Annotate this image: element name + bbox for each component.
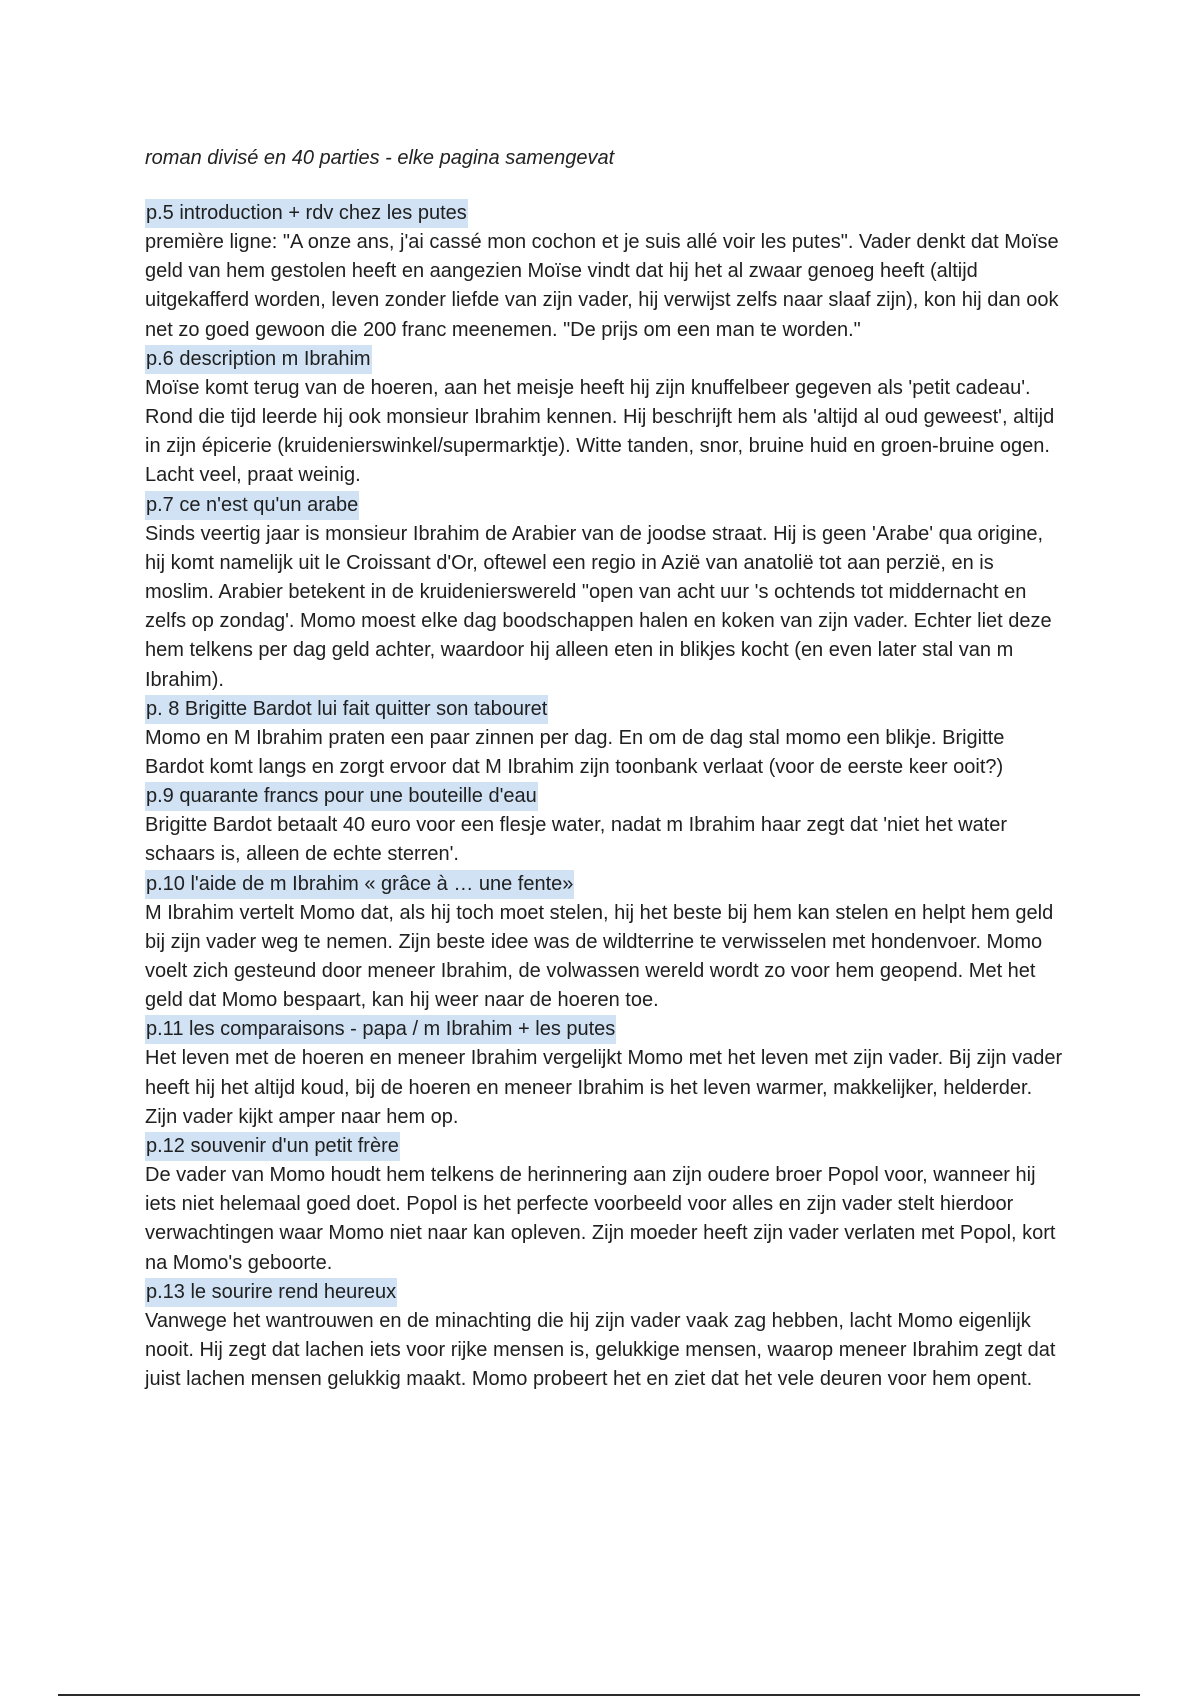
section-body: De vader van Momo houdt hem telkens de herinnering aan zijn oudere broer Popol voor, wanneer hij iets niet helemaal goed doet. Popol is het perfecte voorbeeld voor alles en zijn vader stelt hierdoor verwachtingen waar Momo niet naar kan opleven. Zijn moeder heeft zijn vader verlaten met Popol, kort na Momo's geboorte. xyxy=(145,1164,1056,1274)
section-p11 xyxy=(145,1015,1065,1132)
section-body: Vanwege het wantrouwen en de minachting die hij zijn vader vaak zag hebben, lacht Momo eigenlijk nooit. Hij zegt dat lachen iets voor rijke mensen is, gelukkige mensen, waarop meneer Ibrahim zegt dat juist lachen mensen gelukkig maakt. Momo probeert het en ziet dat het vele deuren voor hem opent. xyxy=(145,1309,1056,1391)
section-body: Sinds veertig jaar is monsieur Ibrahim de Arabier van de joodse straat. Hij is geen 'Arabe' qua origine, hij komt namelijk uit le Croissant d'Or, oftewel een regio in Azië van anatolië tot aan perzië, en is moslim. Arabier betekent in de kruidenierswereld "open van acht uur 's ochtends tot middernacht en zelfs op zondag'. Momo moest elke dag boodschappen halen en koken van zijn vader. Echter liet deze hem telkens per dag geld achter, waardoor hij alleen eten in blikjes kocht (en even later stal van m Ibrahim). xyxy=(145,522,1052,691)
section-body: Momo en M Ibrahim praten een paar zinnen per dag. En om de dag stal momo een blikje. Brigitte Bardot komt langs en zorgt ervoor dat M Ibrahim zijn toonbank verlaat (voor de eerste keer ooit?) xyxy=(145,726,1005,779)
section-heading: p.10 l'aide de m Ibrahim « grâce à … une fente» xyxy=(145,870,574,899)
section-heading: p.12 souvenir d'un petit frère xyxy=(145,1132,400,1161)
section-body: Moïse komt terug van de hoeren, aan het meisje heeft hij zijn knuffelbeer gegeven als 'petit cadeau'. Rond die tijd leerde hij ook monsieur Ibrahim kennen. Hij beschrijft hem als 'altijd al oud geweest', altijd in zijn épicerie (kruidenierswinkel/supermarktje). Witte tanden, snor, bruine huid en groen-bruine ogen. Lacht veel, praat weinig. xyxy=(145,376,1055,487)
section-p6 xyxy=(145,345,1065,491)
section-p5 xyxy=(145,199,1065,345)
section-heading: p.5 introduction + rdv chez les putes xyxy=(145,199,468,228)
section-heading: p.13 le sourire rend heureux xyxy=(145,1278,397,1307)
section-p8 xyxy=(145,695,1065,782)
section-p13 xyxy=(145,1278,1065,1395)
section-heading: p.9 quarante francs pour une bouteille d'eau xyxy=(145,782,538,811)
section-body: Het leven met de hoeren en meneer Ibrahim vergelijkt Momo met het leven met zijn vader. Bij zijn vader heeft hij het altijd koud, bij de hoeren en meneer Ibrahim is het leven warmer, makkelijker, helderder. Zijn vader kijkt amper naar hem op. xyxy=(145,1047,1063,1128)
page-bottom-divider xyxy=(58,1694,1140,1696)
section-heading: p.7 ce n'est qu'un arabe xyxy=(145,491,359,520)
section-p7 xyxy=(145,491,1065,695)
section-body: M Ibrahim vertelt Momo dat, als hij toch moet stelen, hij het beste bij hem kan stelen en helpt hem geld bij zijn vader weg te nemen. Zijn beste idee was de wildterrine te verwisselen met hondenvoer. Momo voelt zich gesteund door meneer Ibrahim, de volwassen wereld wordt zo voor hem geopend. Met het geld dat Momo bespaart, kan hij weer naar de hoeren toe. xyxy=(145,901,1054,1012)
intro-line: roman divisé en 40 parties - elke pagina samengevat xyxy=(145,147,615,169)
section-p10 xyxy=(145,870,1065,1016)
section-p12 xyxy=(145,1132,1065,1278)
section-heading: p. 8 Brigitte Bardot lui fait quitter son tabouret xyxy=(145,695,548,724)
section-heading: p.6 description m Ibrahim xyxy=(145,345,372,374)
document-page xyxy=(145,143,1065,1395)
section-heading: p.11 les comparaisons - papa / m Ibrahim + les putes xyxy=(145,1015,616,1044)
section-body: première ligne: "A onze ans, j'ai cassé mon cochon et je suis allé voir les putes". Vader denkt dat Moïse geld van hem gestolen heeft en aangezien Moïse vindt dat hij het al zwaar genoeg heeft (altijd uitgekafferd worden, leven zonder liefde van zijn vader, hij verwijst zelfs naar slaaf zijn), kon hij dan ook net zo goed gewoon die 200 franc meenemen. "De prijs om een man te worden." xyxy=(145,231,1059,341)
section-p9 xyxy=(145,782,1065,869)
section-body: Brigitte Bardot betaalt 40 euro voor een flesje water, nadat m Ibrahim haar zegt dat 'niet het water schaars is, alleen de echte sterren'. xyxy=(145,814,1008,866)
